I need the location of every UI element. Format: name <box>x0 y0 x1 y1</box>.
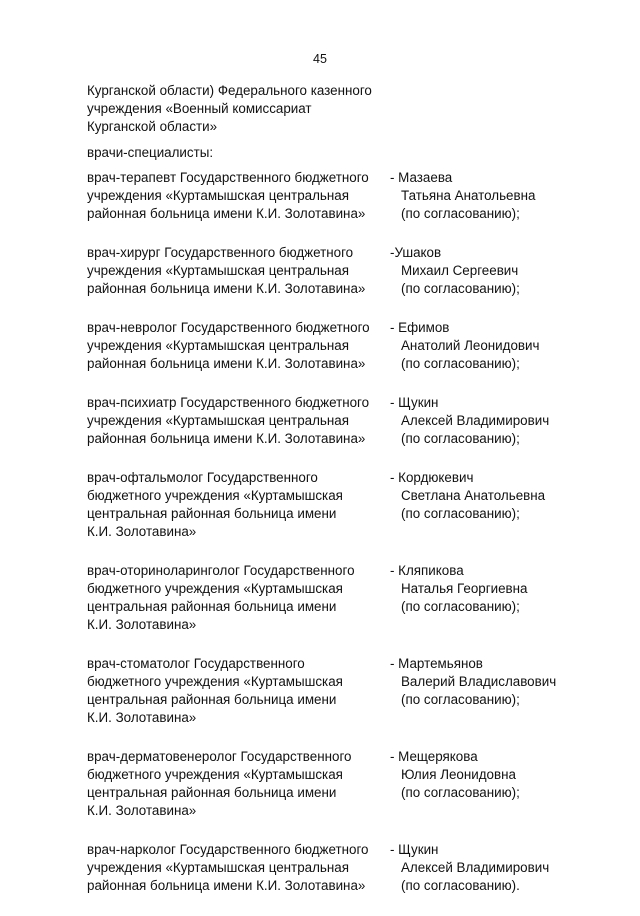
intro-line: Курганской области) Федерального казенного <box>87 83 372 98</box>
person-surname: - Мещерякова <box>390 749 478 764</box>
role-line: учреждения «Куртамышская центральная <box>87 413 349 428</box>
person-note: (по согласованию); <box>401 692 520 707</box>
person-note: (по согласованию); <box>401 206 520 221</box>
role-line: врач-терапевт Государственного бюджетного <box>87 170 369 185</box>
role-line: врач-нарколог Государственного бюджетного <box>87 842 369 857</box>
specialist-person <box>390 748 587 820</box>
specialist-entry <box>87 469 587 541</box>
specialist-person <box>390 655 587 727</box>
intro-line: учреждения «Военный комиссариат <box>87 101 312 116</box>
role-line: врач-офтальмолог Государственного <box>87 470 318 485</box>
role-line: районная больница имени К.И. Золотавина» <box>87 206 366 221</box>
role-line: врач-дерматовенеролог Государственного <box>87 749 352 764</box>
role-line: врач-оториноларинголог Государственного <box>87 563 355 578</box>
specialist-role <box>87 841 390 895</box>
role-line: районная больница имени К.И. Золотавина» <box>87 281 366 296</box>
role-line: врач-психиатр Государственного бюджетного <box>87 395 370 410</box>
specialist-entry <box>87 394 587 448</box>
person-name: Михаил Сергеевич <box>401 263 519 278</box>
person-surname: - Кляпикова <box>390 563 464 578</box>
person-name: Наталья Георгиевна <box>401 581 528 596</box>
specialist-entry <box>87 244 587 298</box>
intro-line: Курганской области» <box>87 119 218 134</box>
specialist-entry <box>87 319 587 373</box>
person-name: Светлана Анатольевна <box>401 488 546 503</box>
role-line: учреждения «Куртамышская центральная <box>87 188 349 203</box>
section-label: врачи-специалисты: <box>87 145 214 160</box>
person-surname: - Щукин <box>390 842 439 857</box>
role-line: центральная районная больница имени <box>87 599 337 614</box>
role-line: К.И. Золотавина» <box>87 710 197 725</box>
specialist-role <box>87 469 390 541</box>
role-line: К.И. Золотавина» <box>87 524 197 539</box>
role-line: К.И. Золотавина» <box>87 617 197 632</box>
specialist-role <box>87 394 390 448</box>
page-number: 45 <box>313 52 327 66</box>
specialist-role <box>87 244 390 298</box>
role-line: врач-невролог Государственного бюджетного <box>87 320 370 335</box>
specialist-entry <box>87 655 587 727</box>
specialist-person <box>390 244 587 298</box>
specialist-person <box>390 562 587 634</box>
role-line: учреждения «Куртамышская центральная <box>87 860 349 875</box>
specialist-entry <box>87 169 587 223</box>
role-line: бюджетного учреждения «Куртамышская <box>87 674 343 689</box>
person-surname: - Ефимов <box>390 320 450 335</box>
person-name: Татьяна Анатольевна <box>401 188 536 203</box>
person-surname: - Щукин <box>390 395 439 410</box>
specialist-person <box>390 169 587 223</box>
role-line: районная больница имени К.И. Золотавина» <box>87 431 366 446</box>
specialist-role <box>87 562 390 634</box>
person-name: Валерий Владиславович <box>401 674 557 689</box>
specialist-entry <box>87 562 587 634</box>
person-note: (по согласованию); <box>401 356 520 371</box>
person-note: (по согласованию); <box>401 506 520 521</box>
specialist-person <box>390 841 587 895</box>
role-line: врач-хирург Государственного бюджетного <box>87 245 354 260</box>
specialists-list <box>87 169 587 916</box>
role-line: врач-стоматолог Государственного <box>87 656 305 671</box>
role-line: центральная районная больница имени <box>87 785 337 800</box>
specialist-entry <box>87 841 587 895</box>
role-line: учреждения «Куртамышская центральная <box>87 338 349 353</box>
role-line: бюджетного учреждения «Куртамышская <box>87 767 343 782</box>
role-line: учреждения «Куртамышская центральная <box>87 263 349 278</box>
person-name: Алексей Владимирович <box>401 860 550 875</box>
person-note: (по согласованию); <box>401 431 520 446</box>
person-surname: - Кордюкевич <box>390 470 474 485</box>
specialist-role <box>87 319 390 373</box>
role-line: центральная районная больница имени <box>87 692 337 707</box>
role-line: бюджетного учреждения «Куртамышская <box>87 488 343 503</box>
specialist-person <box>390 394 587 448</box>
role-line: бюджетного учреждения «Куртамышская <box>87 581 343 596</box>
person-surname: - Мазаева <box>390 170 453 185</box>
specialist-person <box>390 469 587 541</box>
role-line: центральная районная больница имени <box>87 506 337 521</box>
person-name: Юлия Леонидовна <box>401 767 516 782</box>
person-note: (по согласованию); <box>401 599 520 614</box>
specialist-role <box>87 655 390 727</box>
person-surname: -Ушаков <box>390 245 442 260</box>
specialist-entry <box>87 748 587 820</box>
role-line: районная больница имени К.И. Золотавина» <box>87 878 366 893</box>
specialist-person <box>390 319 587 373</box>
person-note: (по согласованию); <box>401 281 520 296</box>
intro-paragraph <box>87 82 397 136</box>
person-note: (по согласованию). <box>401 878 520 893</box>
person-surname: - Мартемьянов <box>390 656 483 671</box>
role-line: К.И. Золотавина» <box>87 803 197 818</box>
role-line: районная больница имени К.И. Золотавина» <box>87 356 366 371</box>
person-name: Анатолий Леонидович <box>401 338 540 353</box>
person-note: (по согласованию); <box>401 785 520 800</box>
person-name: Алексей Владимирович <box>401 413 550 428</box>
specialist-role <box>87 169 390 223</box>
specialist-role <box>87 748 390 820</box>
